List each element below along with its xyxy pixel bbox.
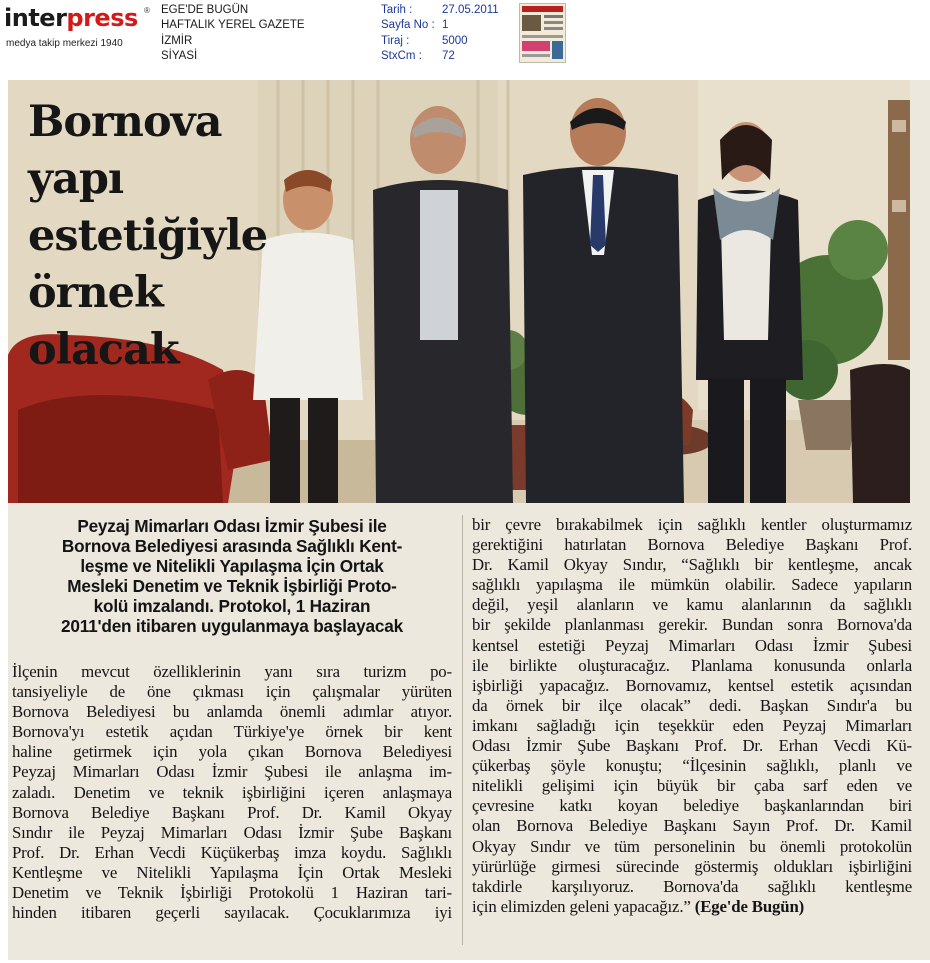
body-line: Peyzaj Mimarları Odası İzmir Şubesi ile anlaşma im- — [12, 762, 452, 782]
article-source: (Ege'de Bugün) — [694, 896, 805, 916]
publication-name: EGE'DE BUGÜN — [161, 4, 249, 16]
body-line: Sındır ile Peyzaj Mimarları Odası İzmir Şube Başkanı — [12, 822, 452, 842]
headline-line: yapı — [28, 154, 124, 204]
logo-word-inter: inter — [4, 4, 67, 32]
headline-line: örnek — [28, 268, 163, 318]
body-line: Prof. Dr. Erhan Vecdi Küçükerbaş imza koydu. Sağlıklı — [12, 842, 452, 862]
body-line: tansiyeliyle de öne çıkması için çalışmalar yürüten — [12, 682, 452, 702]
interpress-logo — [4, 4, 154, 54]
body-line: Bornova'yı estetik açıdan Türkiye'ye örnek bir kent — [12, 722, 452, 742]
body-last-line — [472, 897, 912, 917]
logo-tagline: medya takip merkezi 1940 — [6, 38, 123, 49]
meta-value: 27.05.2011 — [442, 4, 499, 16]
body-line: imkanı sağladığı için teşekkür eden Peyzaj Mimarları — [472, 715, 912, 735]
body-line: olan Bornova Belediye Başkanı Sayın Prof. Dr. Kamil — [472, 816, 912, 836]
body-line: Dr. Kamil Okyay Sındır, “Sağlıklı bir kentleşme, ancak — [472, 555, 912, 575]
body-line: yürürlüğe girmesi sürecinde göstermiş oldukları işbirliğini — [472, 856, 912, 876]
article-photo — [8, 80, 910, 503]
body-line: nitelikli gelişimi için büyük bir çaba sarf eden ve — [472, 776, 912, 796]
meta-value: 5000 — [442, 34, 468, 47]
meta-label: StxCm : — [381, 49, 422, 62]
body-line: haline getirmek için yola çıkan Bornova Belediyesi — [12, 742, 452, 762]
lead-line: kolü imzalandı. Protokol, 1 Haziran — [93, 596, 371, 616]
lead-line: 2011'den itibaren uygulanmaya başlayacak — [61, 616, 403, 636]
publication-type: HAFTALIK YEREL GAZETE — [161, 19, 305, 32]
headline-line: estetiğiyle — [28, 211, 268, 261]
meta-label: Tiraj : — [381, 34, 410, 47]
lead-line: Peyzaj Mimarları Odası İzmir Şubesi ile — [77, 516, 387, 536]
meta-value: 1 — [442, 19, 449, 32]
body-last-text: için elimizden geleni yapacağız.” — [472, 896, 691, 916]
body-line: gerektiğini hatırlatan Bornova Belediye Başkanı Prof. — [472, 535, 912, 555]
body-line: bir çevre bırakabilmek için sağlıklı kentler oluşturmamız — [472, 515, 912, 534]
body-line: Kentleşme ve Nitelikli Yapılaşma İçin Ortak Mesleki — [12, 862, 452, 882]
article-column-1 — [12, 662, 452, 923]
body-line: Denetim ve Teknik İşbirliği Protokolü 1 Haziran tari- — [12, 883, 452, 903]
body-line: Odası İzmir Şube Başkanı Prof. Dr. Erhan Vecdi Kü- — [472, 736, 912, 756]
publication-info — [161, 3, 305, 64]
meta-label: Tarih : — [381, 4, 413, 16]
body-line: Bornova Belediyesi bu anlamda önemli adımlar atıyor. — [12, 702, 452, 722]
headline-line: olacak — [28, 325, 179, 375]
lead-line: Mesleki Denetim ve Teknik İşbirliği Proto- — [67, 576, 397, 596]
clipping-header — [0, 0, 930, 78]
body-line: Bornova Belediye Başkanı Prof. Dr. Kamil Okyay — [12, 802, 452, 822]
lead-line: Bornova Belediyesi arasında Sağlıklı Kent- — [61, 536, 403, 556]
article-lead — [12, 516, 452, 636]
publication-category: SİYASİ — [161, 49, 198, 62]
logo-word-press: press — [66, 4, 138, 32]
body-line: ile birlikte oluşturacağız. Planlama konusunda onlarla — [472, 655, 912, 675]
body-line: hinden itibaren geçerli sayılacak. Çocuklarımıza iyi — [12, 903, 452, 923]
body-line: takdirle karşılıyoruz. Bornova'da sağlıklı kentleşme — [472, 876, 912, 896]
lead-line: leşme ve Nitelikli Yapılaşma İçin Ortak — [80, 556, 384, 576]
body-line: çevresine katkı koyan belediye başkanlarından biri — [472, 796, 912, 816]
body-line: zaladı. Denetim ve teknik işbirliğini içeren anlaşmaya — [12, 782, 452, 802]
meta-value: 72 — [442, 49, 455, 62]
body-line: bir şekilde planlanması gerekir. Bundan sonra Bornova'da — [472, 615, 912, 635]
logo-wordmark — [4, 4, 138, 32]
registered-mark: ® — [144, 6, 150, 15]
body-line: İlçenin mevcut özelliklerinin yanı sıra turizm po- — [12, 662, 452, 681]
body-line: da örnek bir ilçe olacak” dedi. Başkan Sındır'a bu — [472, 695, 912, 715]
page-thumbnail[interactable] — [519, 3, 566, 63]
headline-line: Bornova — [28, 97, 222, 147]
body-line: işbirliği yapacağız. Bornovamız, kentsel estetik açısından — [472, 675, 912, 695]
body-line: değil, yeşil alanların ve kamu alanlarının da sağlıklı — [472, 595, 912, 615]
publication-city: İZMİR — [161, 34, 193, 47]
body-line: Okyay Sındır ve tüm personelinin bu önemli protokolün — [472, 836, 912, 856]
body-line: sağlıklı yapılaşma ile mümkün olabilir. Sadece yapıların — [472, 575, 912, 595]
body-line: çükerbaş şöyle konuştu; “İlçesinin sağlıklı, planlı ve — [472, 756, 912, 776]
column-divider — [462, 515, 463, 945]
body-line: kentsel estetiği Peyzaj Mimarları Odası İzmir Şubesi — [472, 635, 912, 655]
meta-label: Sayfa No : — [381, 19, 435, 32]
article-column-2 — [472, 515, 912, 917]
article-headline — [28, 94, 267, 379]
